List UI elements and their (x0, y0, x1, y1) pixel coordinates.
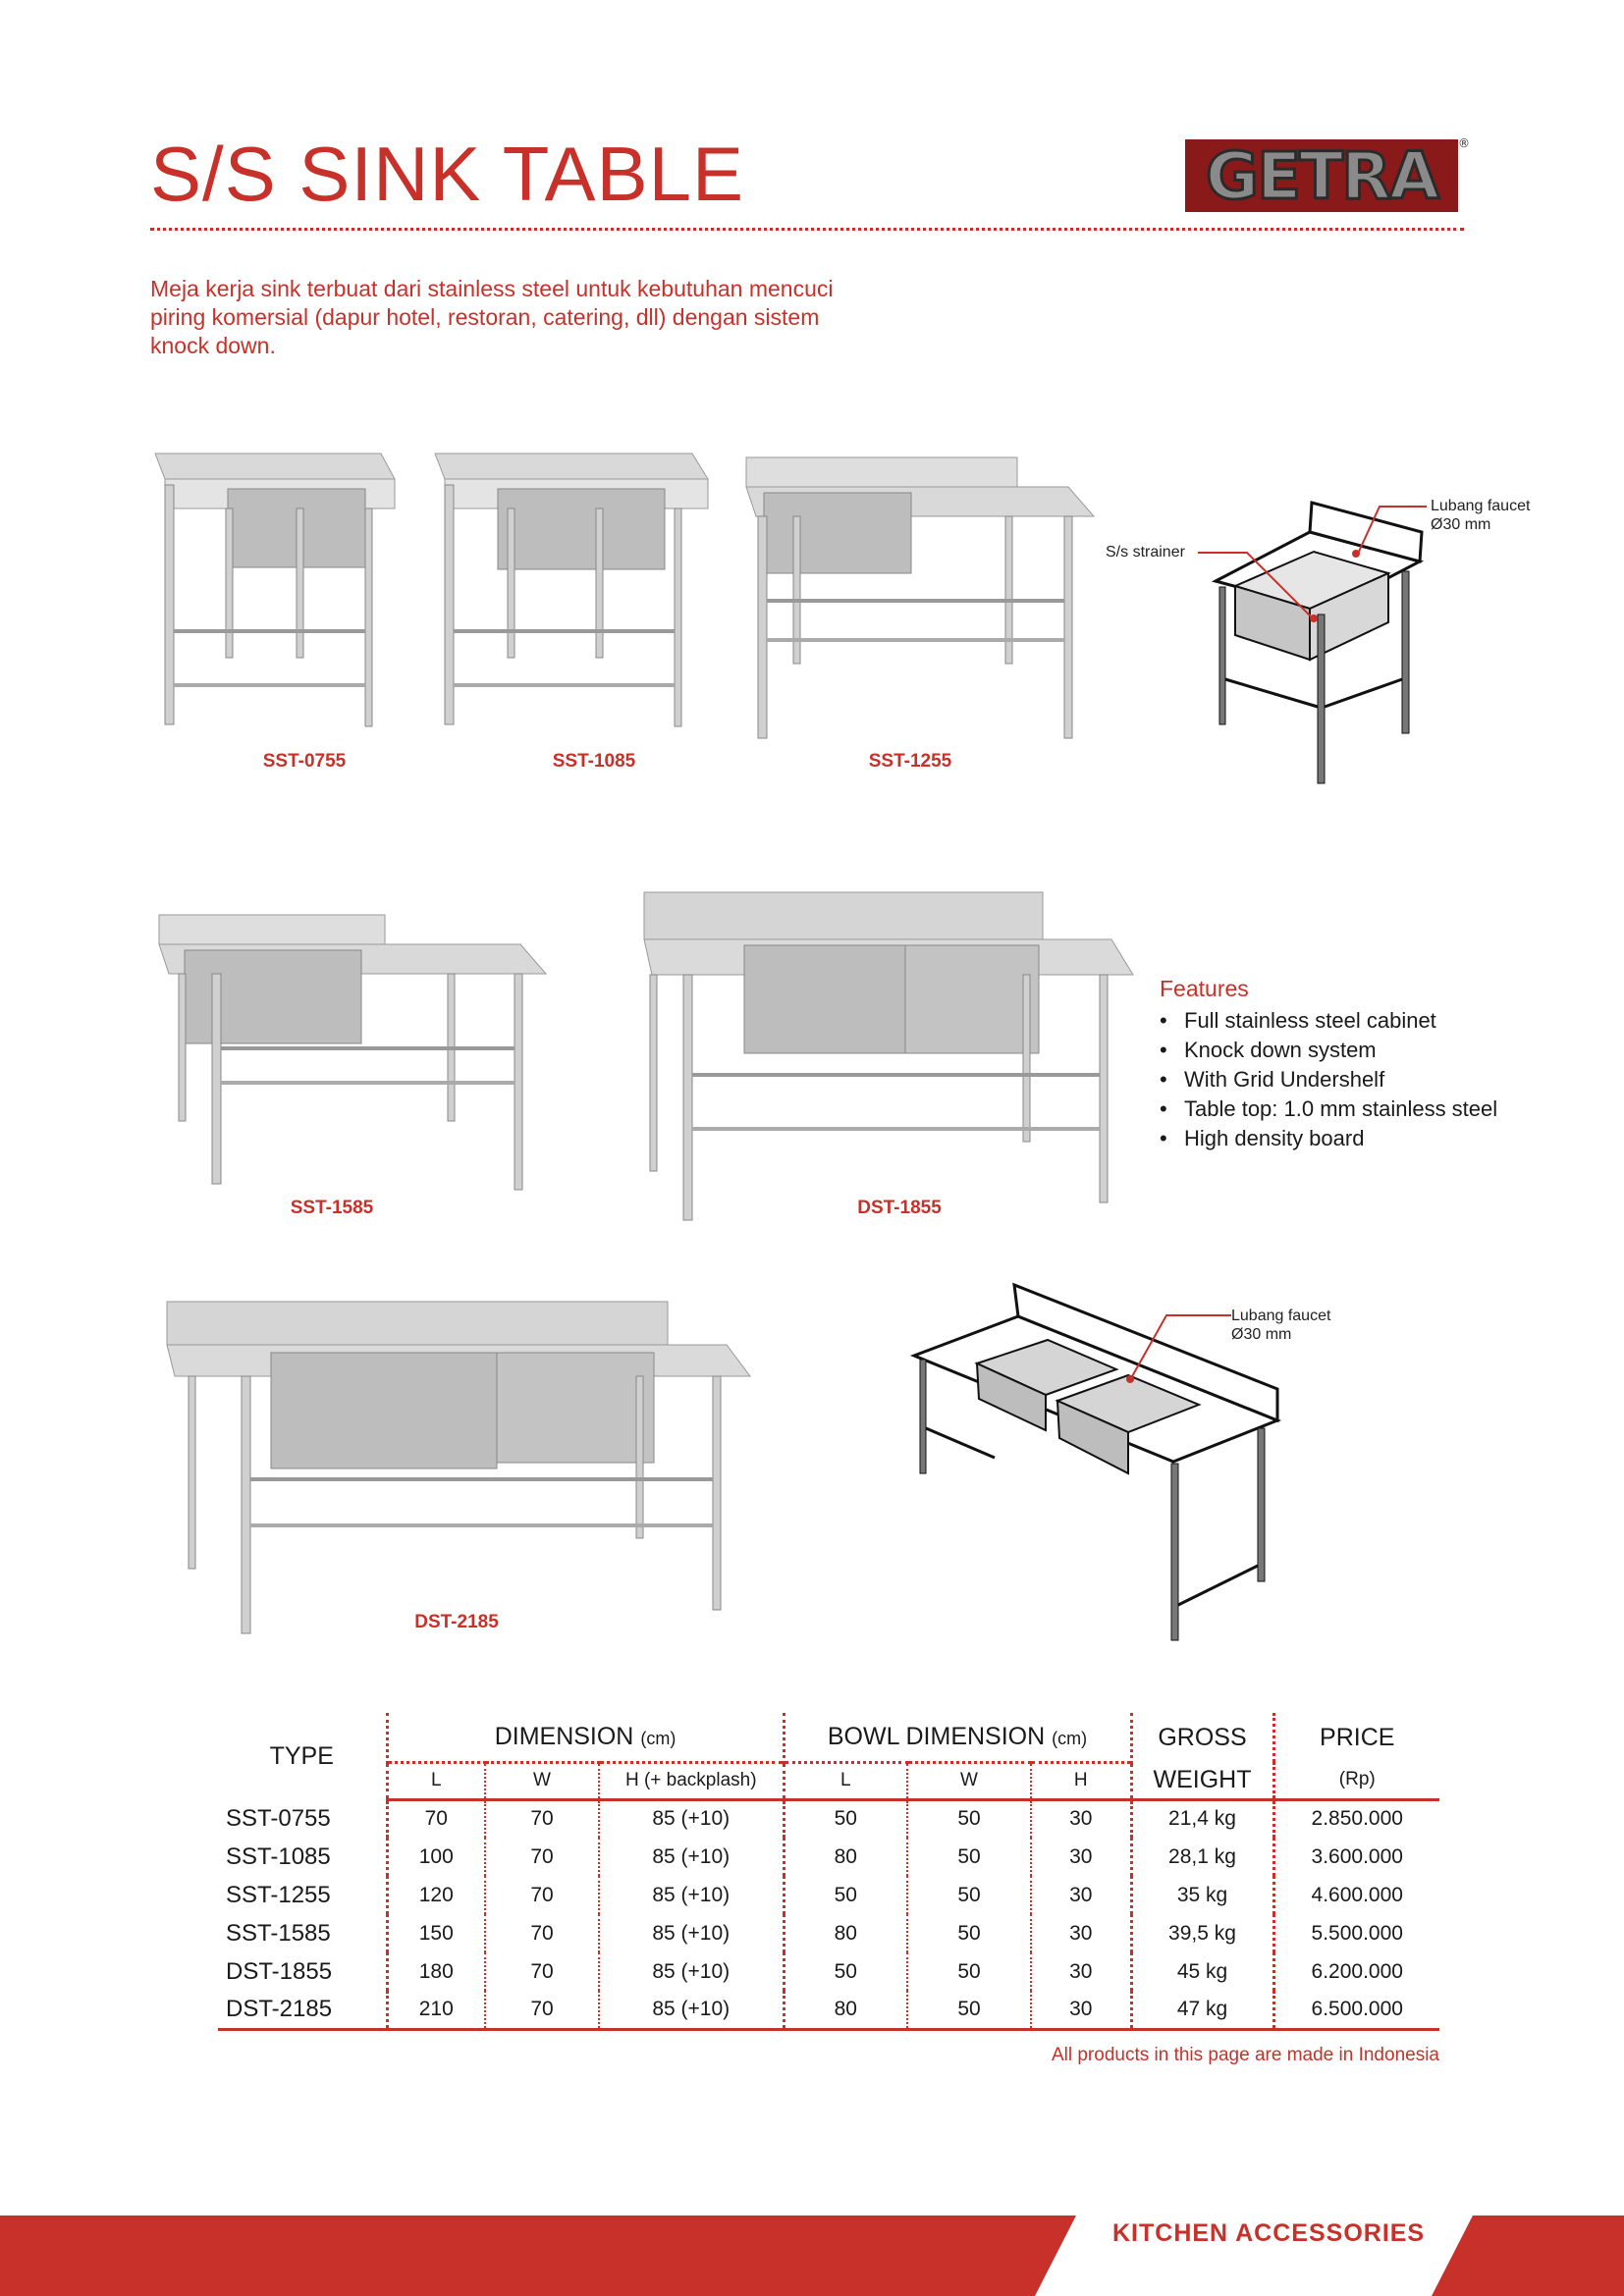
feature-item: • Full stainless steel cabinet (1160, 1008, 1436, 1033)
table-row (218, 1991, 1439, 2029)
table-cell: 4.600.000 (1273, 1876, 1439, 1914)
table-cell: 50 (907, 1914, 1031, 1952)
table-cell: 45 kg (1131, 1952, 1273, 1991)
table-row (218, 1952, 1439, 1991)
table-cell: 30 (1031, 1952, 1131, 1991)
faucet-callout-1: Lubang faucet Ø30 mm (1431, 498, 1531, 533)
row-type: SST-0755 (226, 1804, 331, 1832)
product-code: DST-1855 (857, 1198, 942, 1218)
header-bowl-l: L (784, 1762, 907, 1799)
table-cell: 21,4 kg (1131, 1799, 1273, 1838)
table-cell: 28,1 kg (1131, 1838, 1273, 1876)
row-type: SST-1085 (226, 1842, 331, 1870)
product-sst-1585-image (155, 911, 548, 1196)
product-sst-1255-image (744, 454, 1096, 748)
faucet-leader-line-1 (1350, 503, 1429, 561)
strainer-callout: S/s strainer (1106, 544, 1185, 561)
table-row (218, 1838, 1439, 1876)
table-cell: 50 (907, 1838, 1031, 1876)
product-code: SST-1255 (868, 751, 952, 772)
table-cell: 2.850.000 (1273, 1799, 1439, 1838)
table-cell: 210 (387, 1991, 485, 2029)
table-row (218, 1914, 1439, 1952)
table-cell: 50 (907, 1799, 1031, 1838)
title-divider (150, 228, 1464, 231)
header-dimension: DIMENSION (cm) (387, 1713, 784, 1762)
feature-item: • High density board (1160, 1126, 1365, 1150)
header-weight: WEIGHT (1131, 1762, 1273, 1799)
table-cell: 39,5 kg (1131, 1914, 1273, 1952)
features-list (1160, 976, 1497, 1153)
table-cell: 85 (+10) (599, 1991, 784, 2029)
features-heading: Features (1160, 976, 1249, 1001)
table-row (218, 1876, 1439, 1914)
feature-item: • Knock down system (1160, 1038, 1377, 1062)
table-cell: 85 (+10) (599, 1914, 784, 1952)
header-type: TYPE (269, 1741, 334, 1770)
table-cell: 180 (387, 1952, 485, 1991)
table-cell: 70 (485, 1991, 599, 2029)
table-cell: 70 (387, 1799, 485, 1838)
header-gross: GROSS (1131, 1713, 1273, 1762)
table-cell: 6.200.000 (1273, 1952, 1439, 1991)
product-code: DST-2185 (414, 1612, 499, 1632)
row-type: SST-1255 (226, 1881, 331, 1908)
table-cell: 50 (784, 1876, 907, 1914)
made-in-note: All products in this page are made in Indonesia (1051, 2045, 1439, 2065)
table-row (218, 1799, 1439, 1838)
header-price-unit: (Rp) (1273, 1762, 1439, 1799)
svg-text:GETRA: GETRA (1205, 138, 1438, 214)
table-cell: 50 (784, 1799, 907, 1838)
table-cell: 85 (+10) (599, 1952, 784, 1991)
table-cell: 50 (784, 1952, 907, 1991)
table-cell: 70 (485, 1799, 599, 1838)
product-code: SST-1585 (290, 1198, 374, 1218)
table-cell: 30 (1031, 1838, 1131, 1876)
spec-table (218, 1713, 1439, 2031)
header-l: L (387, 1762, 485, 1799)
table-cell: 100 (387, 1838, 485, 1876)
table-cell: 70 (485, 1876, 599, 1914)
header-w: W (485, 1762, 599, 1799)
table-cell: 120 (387, 1876, 485, 1914)
getra-logo (1183, 133, 1468, 218)
table-cell: 150 (387, 1914, 485, 1952)
table-cell: 47 kg (1131, 1991, 1273, 2029)
table-cell: 35 kg (1131, 1876, 1273, 1914)
table-cell: 50 (907, 1991, 1031, 2029)
header-bowl-dimension: BOWL DIMENSION (cm) (784, 1713, 1131, 1762)
header-h: H (+ backplash) (599, 1762, 784, 1799)
table-cell: 85 (+10) (599, 1876, 784, 1914)
intro-paragraph: Meja kerja sink terbuat dari stainless steel untuk kebutuhan mencuci piring komersial (dapur hotel, restoran, catering, dll) dengan sistem knock down. (150, 276, 834, 358)
table-cell: 30 (1031, 1876, 1131, 1914)
svg-text:®: ® (1458, 136, 1470, 150)
table-cell: 70 (485, 1914, 599, 1952)
footer-category: KITCHEN ACCESSORIES (1112, 2219, 1426, 2247)
row-type: DST-2185 (218, 1991, 387, 2029)
faucet-leader-line-2 (1125, 1311, 1233, 1382)
product-dst-1855-image (640, 888, 1135, 1232)
product-sst-1085-image (429, 450, 712, 734)
table-cell: 30 (1031, 1991, 1131, 2029)
page-title: S/S SINK TABLE (150, 131, 745, 217)
table-cell: 3.600.000 (1273, 1838, 1439, 1876)
header-bowl-h: H (1031, 1762, 1131, 1799)
feature-item: • With Grid Undershelf (1160, 1067, 1385, 1092)
table-cell: 30 (1031, 1914, 1131, 1952)
table-cell: 80 (784, 1914, 907, 1952)
row-type: SST-1585 (226, 1919, 331, 1947)
table-cell: 50 (907, 1876, 1031, 1914)
feature-item: • Table top: 1.0 mm stainless steel (1160, 1096, 1498, 1121)
header-price: PRICE (1273, 1713, 1439, 1762)
table-cell: 5.500.000 (1273, 1914, 1439, 1952)
table-cell: 30 (1031, 1799, 1131, 1838)
table-cell: 70 (485, 1838, 599, 1876)
product-sst-0755-image (149, 450, 403, 734)
product-code: SST-1085 (552, 751, 636, 772)
table-cell: 50 (907, 1952, 1031, 1991)
table-cell: 80 (784, 1838, 907, 1876)
product-code: SST-0755 (262, 751, 347, 772)
product-dst-2185-image (163, 1298, 752, 1641)
table-cell: 80 (784, 1991, 907, 2029)
faucet-callout-2: Lubang faucet Ø30 mm (1231, 1308, 1331, 1343)
table-cell: 6.500.000 (1273, 1991, 1439, 2029)
table-cell: 85 (+10) (599, 1838, 784, 1876)
table-cell: 70 (485, 1952, 599, 1991)
table-cell: 85 (+10) (599, 1799, 784, 1838)
row-type: DST-1855 (226, 1957, 333, 1985)
header-bowl-w: W (907, 1762, 1031, 1799)
